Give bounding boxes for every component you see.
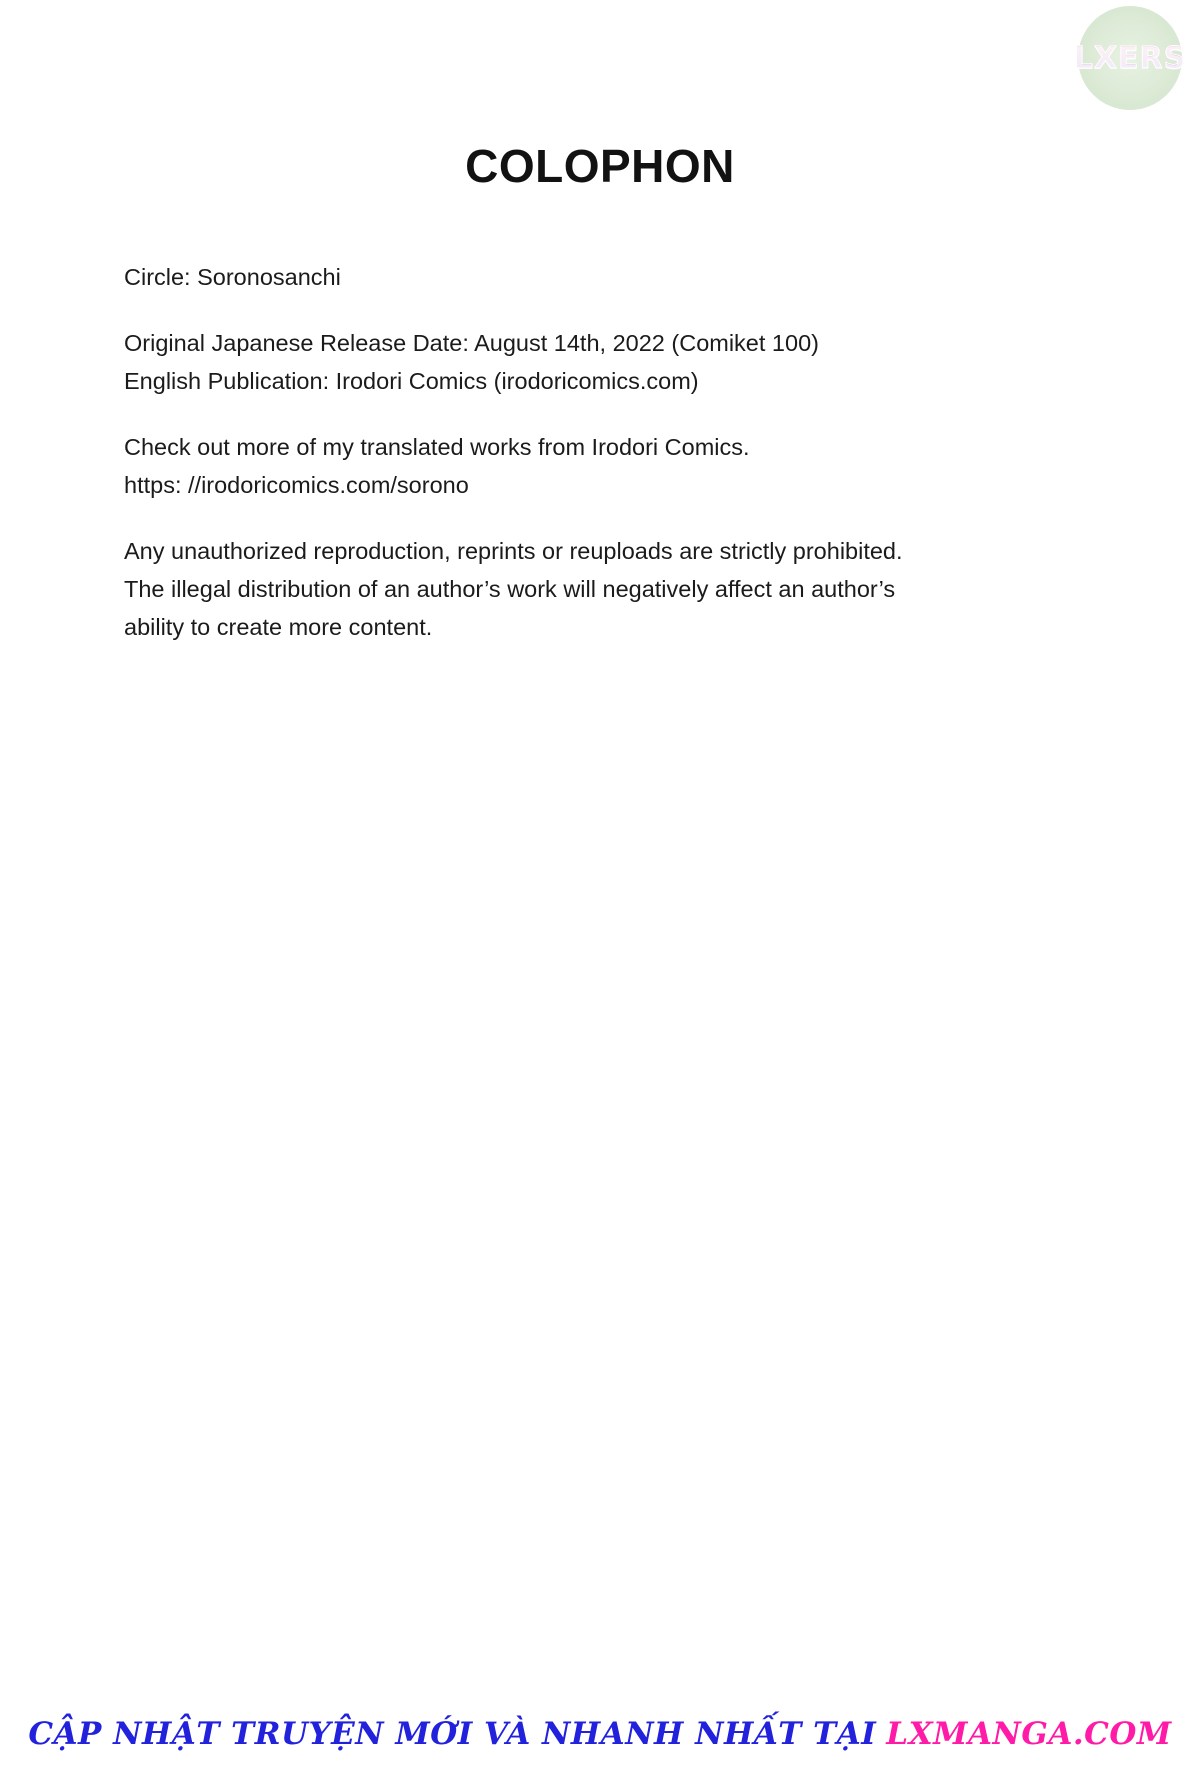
- site-watermark-badge: [1073, 6, 1187, 110]
- footer-banner-text: CẬP NHẬT TRUYỆN MỚI VÀ NHANH NHẤT TẠI: [28, 1716, 877, 1752]
- footer-banner-site[interactable]: LXMANGA.COM: [886, 1716, 1172, 1752]
- release-info-paragraph: [124, 324, 964, 400]
- release-date-line: Original Japanese Release Date: August 14th, 2022 (Comiket 100): [124, 330, 819, 357]
- credit-circle-paragraph: [124, 258, 964, 296]
- promo-line: Check out more of my translated works from Irodori Comics.: [124, 434, 750, 461]
- page-title: COLOPHON: [465, 139, 735, 192]
- publisher-line: English Publication: Irodori Comics (irodoricomics.com): [124, 368, 699, 395]
- watermark-label: LXERS: [1073, 40, 1187, 76]
- copyright-notice-paragraph: [124, 532, 964, 646]
- circle-line: Circle: Soronosanchi: [124, 264, 341, 290]
- notice-line-1: Any unauthorized reproduction, reprints or reuploads are strictly prohibited.: [124, 538, 903, 565]
- notice-line-3: ability to create more content.: [124, 614, 433, 641]
- promo-url-line[interactable]: https: //irodoricomics.com/sorono: [124, 472, 469, 499]
- promo-paragraph: [124, 428, 964, 504]
- notice-line-2: The illegal distribution of an author’s work will negatively affect an author’s: [124, 576, 896, 603]
- colophon-body: [124, 258, 964, 647]
- footer-banner: [0, 1716, 1200, 1752]
